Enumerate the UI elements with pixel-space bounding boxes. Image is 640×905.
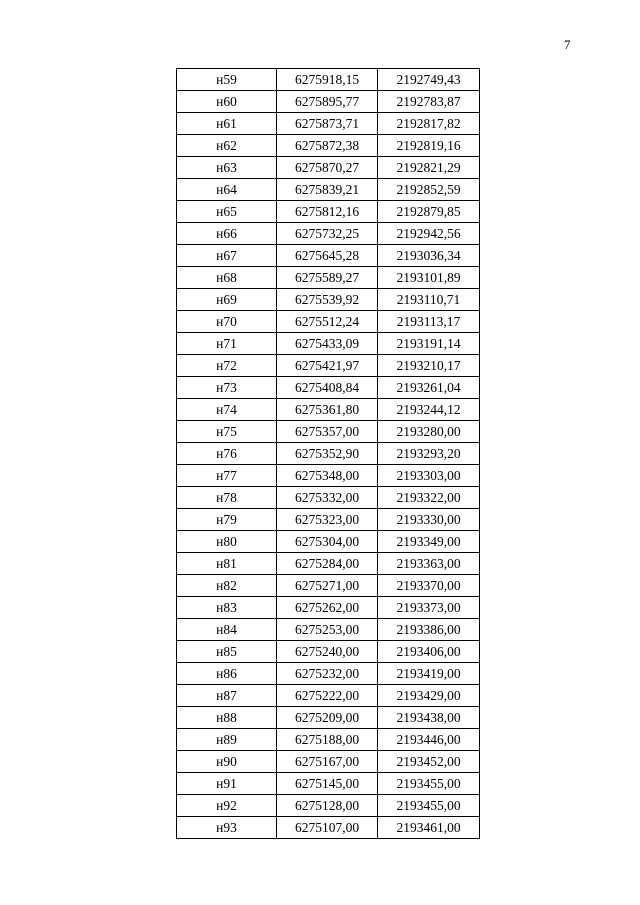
y-coordinate-cell: 2193455,00 [378, 795, 480, 817]
table-row [177, 421, 480, 443]
x-coordinate-cell: 6275352,90 [277, 443, 378, 465]
point-name-cell: н88 [177, 707, 277, 729]
x-coordinate-cell: 6275870,27 [277, 157, 378, 179]
point-name-cell: н92 [177, 795, 277, 817]
y-coordinate-cell: 2192819,16 [378, 135, 480, 157]
y-coordinate-cell: 2193461,00 [378, 817, 480, 839]
point-name-cell: н70 [177, 311, 277, 333]
table-row [177, 465, 480, 487]
table-row [177, 509, 480, 531]
x-coordinate-cell: 6275262,00 [277, 597, 378, 619]
y-coordinate-cell: 2193429,00 [378, 685, 480, 707]
point-name-cell: н89 [177, 729, 277, 751]
y-coordinate-cell: 2193110,71 [378, 289, 480, 311]
coordinates-table-body [177, 69, 480, 839]
y-coordinate-cell: 2193370,00 [378, 575, 480, 597]
table-row [177, 597, 480, 619]
table-row [177, 729, 480, 751]
y-coordinate-cell: 2193036,34 [378, 245, 480, 267]
y-coordinate-cell: 2193373,00 [378, 597, 480, 619]
point-name-cell: н86 [177, 663, 277, 685]
x-coordinate-cell: 6275332,00 [277, 487, 378, 509]
table-row [177, 487, 480, 509]
y-coordinate-cell: 2193261,04 [378, 377, 480, 399]
x-coordinate-cell: 6275873,71 [277, 113, 378, 135]
x-coordinate-cell: 6275918,15 [277, 69, 378, 91]
point-name-cell: н76 [177, 443, 277, 465]
table-row [177, 333, 480, 355]
x-coordinate-cell: 6275512,24 [277, 311, 378, 333]
table-row [177, 69, 480, 91]
y-coordinate-cell: 2192852,59 [378, 179, 480, 201]
y-coordinate-cell: 2193349,00 [378, 531, 480, 553]
table-row [177, 751, 480, 773]
x-coordinate-cell: 6275421,97 [277, 355, 378, 377]
x-coordinate-cell: 6275222,00 [277, 685, 378, 707]
point-name-cell: н67 [177, 245, 277, 267]
point-name-cell: н75 [177, 421, 277, 443]
x-coordinate-cell: 6275408,84 [277, 377, 378, 399]
table-row [177, 355, 480, 377]
y-coordinate-cell: 2192783,87 [378, 91, 480, 113]
table-row [177, 707, 480, 729]
table-row [177, 641, 480, 663]
point-name-cell: н77 [177, 465, 277, 487]
x-coordinate-cell: 6275107,00 [277, 817, 378, 839]
x-coordinate-cell: 6275433,09 [277, 333, 378, 355]
x-coordinate-cell: 6275232,00 [277, 663, 378, 685]
y-coordinate-cell: 2193386,00 [378, 619, 480, 641]
x-coordinate-cell: 6275348,00 [277, 465, 378, 487]
point-name-cell: н79 [177, 509, 277, 531]
point-name-cell: н59 [177, 69, 277, 91]
y-coordinate-cell: 2193455,00 [378, 773, 480, 795]
y-coordinate-cell: 2192749,43 [378, 69, 480, 91]
x-coordinate-cell: 6275895,77 [277, 91, 378, 113]
x-coordinate-cell: 6275284,00 [277, 553, 378, 575]
x-coordinate-cell: 6275209,00 [277, 707, 378, 729]
point-name-cell: н66 [177, 223, 277, 245]
table-row [177, 135, 480, 157]
point-name-cell: н83 [177, 597, 277, 619]
table-row [177, 223, 480, 245]
x-coordinate-cell: 6275253,00 [277, 619, 378, 641]
table-row [177, 817, 480, 839]
y-coordinate-cell: 2193280,00 [378, 421, 480, 443]
y-coordinate-cell: 2192817,82 [378, 113, 480, 135]
y-coordinate-cell: 2193303,00 [378, 465, 480, 487]
y-coordinate-cell: 2193101,89 [378, 267, 480, 289]
y-coordinate-cell: 2193330,00 [378, 509, 480, 531]
table-row [177, 619, 480, 641]
table-row [177, 575, 480, 597]
table-row [177, 113, 480, 135]
point-name-cell: н60 [177, 91, 277, 113]
table-row [177, 311, 480, 333]
point-name-cell: н87 [177, 685, 277, 707]
point-name-cell: н85 [177, 641, 277, 663]
point-name-cell: н74 [177, 399, 277, 421]
y-coordinate-cell: 2193363,00 [378, 553, 480, 575]
point-name-cell: н68 [177, 267, 277, 289]
point-name-cell: н63 [177, 157, 277, 179]
table-row [177, 157, 480, 179]
table-row [177, 795, 480, 817]
table-row [177, 685, 480, 707]
table-row [177, 443, 480, 465]
x-coordinate-cell: 6275732,25 [277, 223, 378, 245]
table-row [177, 179, 480, 201]
table-row [177, 289, 480, 311]
page-number: 7 [564, 37, 571, 52]
x-coordinate-cell: 6275812,16 [277, 201, 378, 223]
y-coordinate-cell: 2192942,56 [378, 223, 480, 245]
table-row [177, 553, 480, 575]
x-coordinate-cell: 6275188,00 [277, 729, 378, 751]
table-row [177, 201, 480, 223]
y-coordinate-cell: 2193438,00 [378, 707, 480, 729]
point-name-cell: н84 [177, 619, 277, 641]
y-coordinate-cell: 2193452,00 [378, 751, 480, 773]
point-name-cell: н73 [177, 377, 277, 399]
point-name-cell: н82 [177, 575, 277, 597]
point-name-cell: н71 [177, 333, 277, 355]
point-name-cell: н91 [177, 773, 277, 795]
point-name-cell: н64 [177, 179, 277, 201]
y-coordinate-cell: 2193113,17 [378, 311, 480, 333]
point-name-cell: н72 [177, 355, 277, 377]
table-row [177, 91, 480, 113]
point-name-cell: н80 [177, 531, 277, 553]
y-coordinate-cell: 2193210,17 [378, 355, 480, 377]
y-coordinate-cell: 2192821,29 [378, 157, 480, 179]
table-row [177, 245, 480, 267]
x-coordinate-cell: 6275304,00 [277, 531, 378, 553]
coordinates-table [176, 68, 480, 839]
y-coordinate-cell: 2193191,14 [378, 333, 480, 355]
x-coordinate-cell: 6275323,00 [277, 509, 378, 531]
x-coordinate-cell: 6275361,80 [277, 399, 378, 421]
table-row [177, 399, 480, 421]
table-row [177, 663, 480, 685]
point-name-cell: н93 [177, 817, 277, 839]
y-coordinate-cell: 2192879,85 [378, 201, 480, 223]
y-coordinate-cell: 2193446,00 [378, 729, 480, 751]
y-coordinate-cell: 2193244,12 [378, 399, 480, 421]
x-coordinate-cell: 6275589,27 [277, 267, 378, 289]
x-coordinate-cell: 6275872,38 [277, 135, 378, 157]
y-coordinate-cell: 2193406,00 [378, 641, 480, 663]
x-coordinate-cell: 6275645,28 [277, 245, 378, 267]
y-coordinate-cell: 2193293,20 [378, 443, 480, 465]
x-coordinate-cell: 6275357,00 [277, 421, 378, 443]
point-name-cell: н90 [177, 751, 277, 773]
table-row [177, 267, 480, 289]
point-name-cell: н78 [177, 487, 277, 509]
y-coordinate-cell: 2193322,00 [378, 487, 480, 509]
point-name-cell: н61 [177, 113, 277, 135]
x-coordinate-cell: 6275539,92 [277, 289, 378, 311]
point-name-cell: н81 [177, 553, 277, 575]
x-coordinate-cell: 6275145,00 [277, 773, 378, 795]
x-coordinate-cell: 6275128,00 [277, 795, 378, 817]
table-row [177, 773, 480, 795]
x-coordinate-cell: 6275167,00 [277, 751, 378, 773]
table-row [177, 531, 480, 553]
x-coordinate-cell: 6275839,21 [277, 179, 378, 201]
x-coordinate-cell: 6275271,00 [277, 575, 378, 597]
y-coordinate-cell: 2193419,00 [378, 663, 480, 685]
point-name-cell: н65 [177, 201, 277, 223]
table-row [177, 377, 480, 399]
x-coordinate-cell: 6275240,00 [277, 641, 378, 663]
point-name-cell: н62 [177, 135, 277, 157]
point-name-cell: н69 [177, 289, 277, 311]
